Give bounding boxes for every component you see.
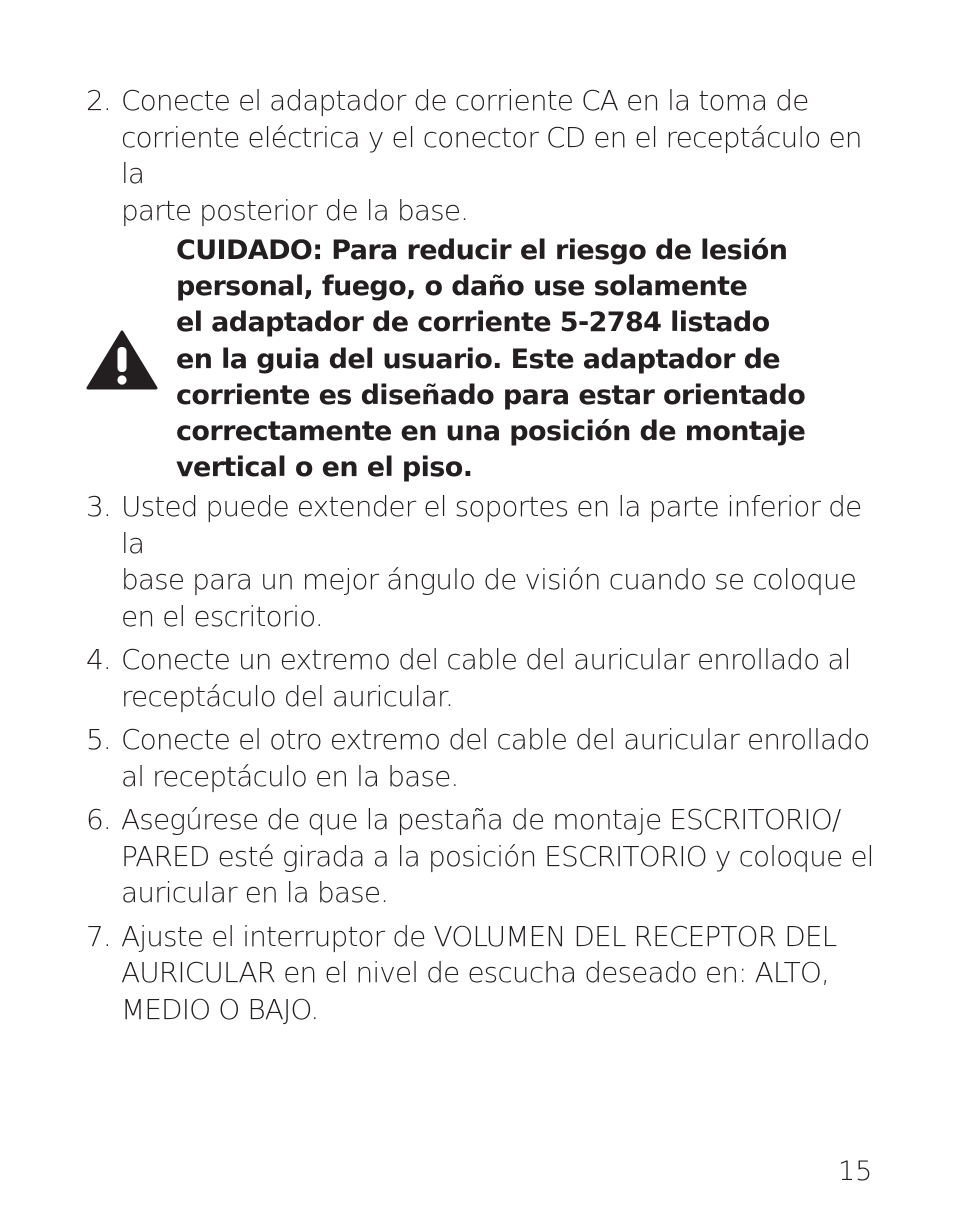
list-item-step-7 (86, 919, 886, 1029)
list-item-step-6 (86, 802, 886, 912)
step-text: Ajuste el interruptor de VOLUMEN DEL RECEPTOR DEL AURICULAR en el nivel de escucha deseado en: ALTO, MEDIO O BAJO. (121, 919, 837, 1026)
caution-text: CUIDADO: Para reducir el riesgo de lesión personal, fuego, o daño use solamente el adaptador de corriente 5-2784 listado en la guia del usuario. Este adaptador de corriente es diseñado para estar orientado correctamente en una posición de montaje vertical o en el piso. (176, 235, 806, 484)
caution-block (86, 233, 886, 486)
list-item-step-5 (86, 722, 886, 795)
list-item-step-3 (86, 489, 886, 635)
step-text: Conecte el otro extremo del cable del auricular enrollado al receptáculo en la base. (121, 723, 870, 793)
step-number: 5. (86, 723, 111, 757)
step-text: Conecte un extremo del cable del auricular enrollado al receptáculo del auricular. (121, 643, 851, 713)
warning-triangle-icon (86, 325, 176, 395)
instruction-list (86, 83, 886, 1035)
step-number: 6. (86, 803, 111, 837)
page-number: 15 (838, 1156, 873, 1187)
step-text: Conecte el adaptador de corriente CA en la toma de corriente eléctrica y el conector CD en el receptáculo en la parte posterior de la base. (121, 84, 862, 227)
step-number: 2. (86, 84, 111, 117)
step-number: 7. (86, 919, 111, 953)
step-text: Asegúrese de que la pestaña de montaje ESCRITORIO/ PARED esté girada a la posición ESCRITORIO y coloque el auricular en la base. (121, 803, 874, 910)
list-item-step-2 (86, 83, 886, 229)
step-text: Usted puede extender el soportes en la parte inferior de la base para un mejor ángulo de visión cuando se coloque en el escritorio. (121, 490, 862, 633)
step-number: 3. (86, 490, 111, 524)
list-item-step-4 (86, 642, 886, 715)
step-number: 4. (86, 643, 111, 677)
